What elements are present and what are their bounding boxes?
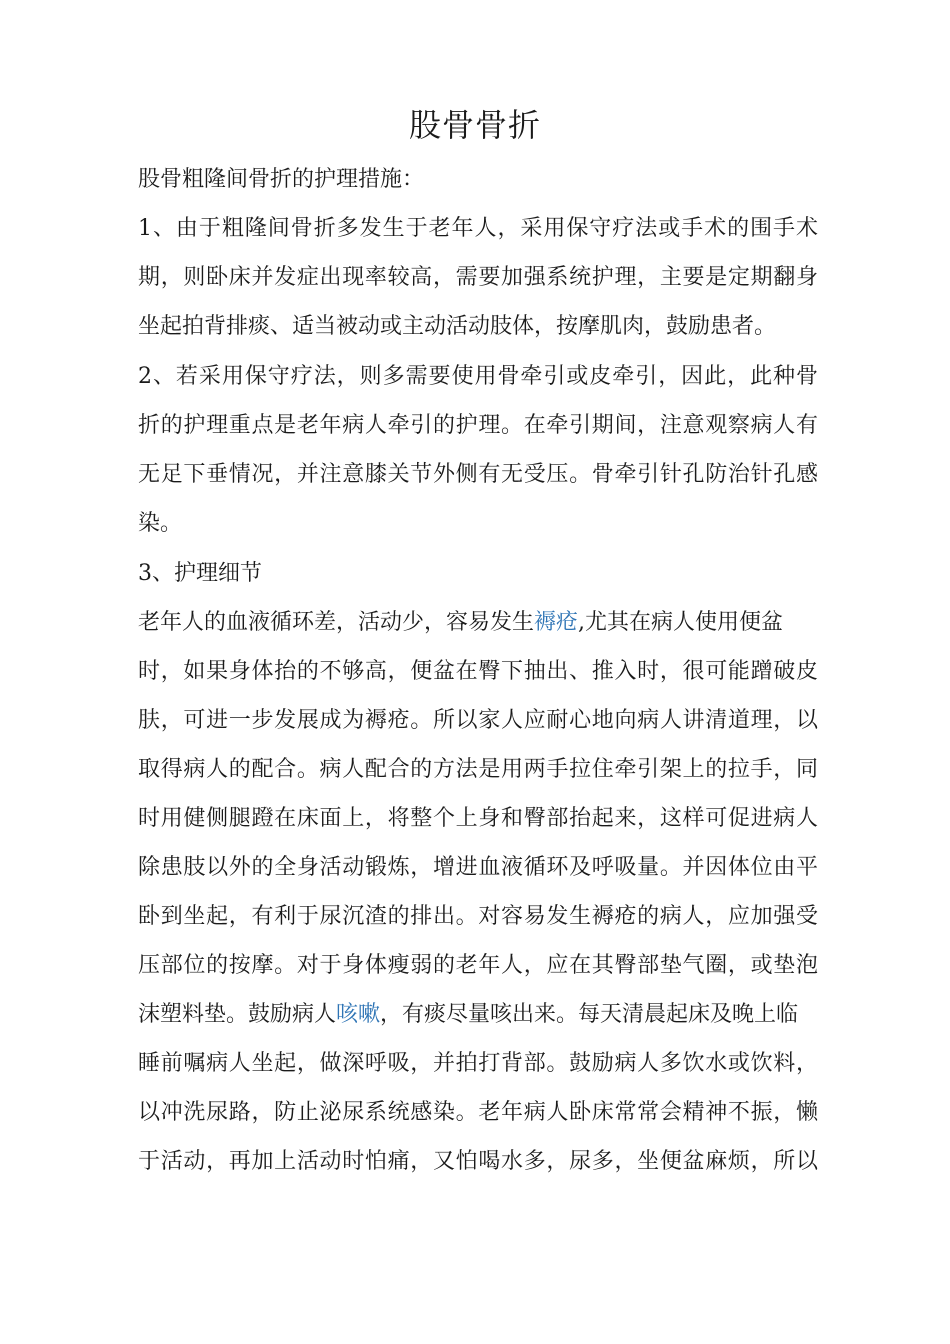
item3-text-before-link: 老年人的血液循环差，活动少，容易发生 xyxy=(138,610,535,635)
item3-line: 除患肢以外的全身活动锻炼，增进血液循环及呼吸量。并因体位由平 xyxy=(138,855,818,880)
item3-line: 压部位的按摩。对于身体瘦弱的老年人，应在其臀部垫气圈，或垫泡 xyxy=(138,953,818,978)
item2-line1: 2、若采用保守疗法，则多需要使用骨牵引或皮牵引，因此，此种骨 xyxy=(138,364,818,389)
item3-paragraph-line1 xyxy=(138,607,818,639)
item3-text-before-cough: 沫塑料垫。鼓励病人 xyxy=(138,1002,337,1027)
item3-line: 时用健侧腿蹬在床面上，将整个上身和臀部抬起来，这样可促进病人 xyxy=(138,806,818,831)
item3-line: 睡前嘱病人坐起，做深呼吸，并拍打背部。鼓励病人多饮水或饮料， xyxy=(138,1051,818,1076)
cough-link[interactable]: 咳嗽 xyxy=(336,1002,381,1027)
item3-heading: 3、护理细节 xyxy=(138,561,262,586)
item1-line3: 坐起拍背排痰、适当被动或主动活动肢体，按摩肌肉，鼓励患者。 xyxy=(138,314,777,339)
document-title: 股骨骨折 xyxy=(408,106,541,144)
item3-line: 肤，可进一步发展成为褥疮。所以家人应耐心地向病人讲清道理，以 xyxy=(138,708,818,733)
item3-paragraph-line-cough xyxy=(138,999,818,1031)
item1-line2: 期，则卧床并发症出现率较高，需要加强系统护理，主要是定期翻身 xyxy=(138,265,818,290)
item1-line1: 1、由于粗隆间骨折多发生于老年人，采用保守疗法或手术的围手术 xyxy=(138,216,818,241)
item2-line3: 无足下垂情况，并注意膝关节外侧有无受压。骨牵引针孔防治针孔感 xyxy=(138,462,818,487)
item3-line: 以冲洗尿路，防止泌尿系统感染。老年病人卧床常常会精神不振，懒 xyxy=(138,1100,818,1125)
item2-line2: 折的护理重点是老年病人牵引的护理。在牵引期间，注意观察病人有 xyxy=(138,413,818,438)
item3-line: 取得病人的配合。病人配合的方法是用两手拉住牵引架上的拉手，同 xyxy=(138,757,818,782)
item3-line: 时，如果身体抬的不够高，便盆在臀下抽出、推入时，很可能蹭破皮 xyxy=(138,659,818,684)
item3-line: 于活动，再加上活动时怕痛，又怕喝水多，尿多，坐便盆麻烦，所以 xyxy=(138,1149,818,1174)
bedsore-link[interactable]: 褥疮 xyxy=(534,610,579,635)
item3-text-after-link: ,尤其在病人使用便盆 xyxy=(578,610,784,635)
item2-line4: 染。 xyxy=(138,511,183,536)
item3-line: 卧到坐起，有利于尿沉渣的排出。对容易发生褥疮的病人，应加强受 xyxy=(138,904,818,929)
item3-text-after-cough: ，有痰尽量咳出来。每天清晨起床及晚上临 xyxy=(380,1002,799,1027)
section-subtitle: 股骨粗隆间骨折的护理措施： xyxy=(138,167,425,192)
